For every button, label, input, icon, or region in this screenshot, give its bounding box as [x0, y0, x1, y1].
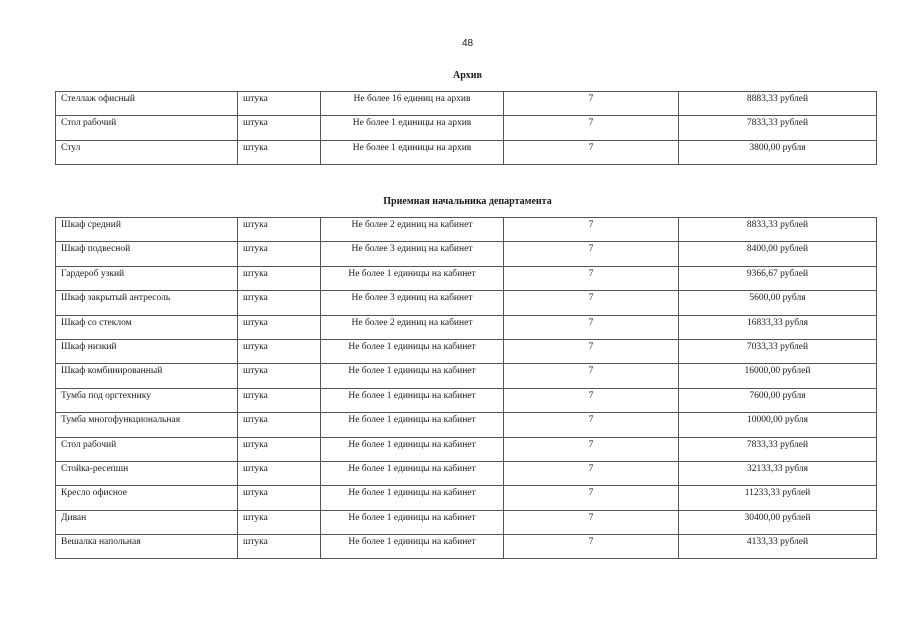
archive-table — [55, 91, 877, 165]
cell-term: 7 — [504, 315, 679, 339]
cell-quantity: Не более 1 единицы на кабинет — [321, 461, 504, 485]
table-row — [56, 339, 877, 363]
cell-price: 16833,33 рубля — [679, 315, 877, 339]
cell-name: Шкаф подвесной — [56, 242, 238, 266]
cell-name: Кресло офисное — [56, 486, 238, 510]
cell-unit: штука — [238, 339, 321, 363]
cell-unit: штука — [238, 535, 321, 559]
cell-name: Шкаф со стеклом — [56, 315, 238, 339]
cell-unit: штука — [238, 291, 321, 315]
cell-price: 7833,33 рублей — [679, 116, 877, 140]
cell-quantity: Не более 1 единицы на кабинет — [321, 413, 504, 437]
cell-quantity: Не более 1 единицы на кабинет — [321, 388, 504, 412]
cell-unit: штука — [238, 140, 321, 164]
cell-quantity: Не более 2 единиц на кабинет — [321, 315, 504, 339]
table-row — [56, 266, 877, 290]
cell-term: 7 — [504, 510, 679, 534]
cell-price: 7033,33 рублей — [679, 339, 877, 363]
table-row — [56, 140, 877, 164]
cell-price: 8883,33 рублей — [679, 92, 877, 116]
cell-price: 4133,33 рублей — [679, 535, 877, 559]
cell-name: Стол рабочий — [56, 116, 238, 140]
cell-unit: штука — [238, 242, 321, 266]
cell-unit: штука — [238, 388, 321, 412]
cell-term: 7 — [504, 535, 679, 559]
cell-name: Диван — [56, 510, 238, 534]
table-row — [56, 116, 877, 140]
cell-term: 7 — [504, 339, 679, 363]
cell-quantity: Не более 1 единицы на кабинет — [321, 437, 504, 461]
cell-term: 7 — [504, 242, 679, 266]
cell-name: Вешалка напольная — [56, 535, 238, 559]
cell-name: Тумба под оргтехнику — [56, 388, 238, 412]
cell-price: 32133,33 рубля — [679, 461, 877, 485]
cell-quantity: Не более 1 единицы на кабинет — [321, 510, 504, 534]
cell-term: 7 — [504, 364, 679, 388]
cell-name: Шкаф низкий — [56, 339, 238, 363]
cell-price: 30400,00 рублей — [679, 510, 877, 534]
cell-term: 7 — [504, 437, 679, 461]
cell-name: Шкаф комбинированный — [56, 364, 238, 388]
cell-term: 7 — [504, 92, 679, 116]
cell-name: Шкаф средний — [56, 218, 238, 242]
cell-unit: штука — [238, 116, 321, 140]
cell-term: 7 — [504, 291, 679, 315]
cell-term: 7 — [504, 218, 679, 242]
cell-price: 10000,00 рубля — [679, 413, 877, 437]
cell-price: 11233,33 рублей — [679, 486, 877, 510]
cell-price: 5600,00 рубля — [679, 291, 877, 315]
cell-unit: штука — [238, 510, 321, 534]
cell-quantity: Не более 1 единицы на архив — [321, 140, 504, 164]
cell-unit: штука — [238, 315, 321, 339]
cell-unit: штука — [238, 437, 321, 461]
cell-quantity: Не более 1 единицы на архив — [321, 116, 504, 140]
cell-unit: штука — [238, 266, 321, 290]
archive-table-body — [56, 92, 877, 165]
cell-price: 8400,00 рублей — [679, 242, 877, 266]
page-number: 48 — [461, 38, 474, 49]
cell-price: 3800,00 рубля — [679, 140, 877, 164]
cell-name: Стул — [56, 140, 238, 164]
cell-name: Гардероб узкий — [56, 266, 238, 290]
cell-term: 7 — [504, 116, 679, 140]
cell-term: 7 — [504, 486, 679, 510]
table-row — [56, 535, 877, 559]
cell-quantity: Не более 2 единиц на кабинет — [321, 218, 504, 242]
cell-quantity: Не более 1 единицы на кабинет — [321, 339, 504, 363]
cell-name: Стеллаж офисный — [56, 92, 238, 116]
cell-quantity: Не более 1 единицы на кабинет — [321, 535, 504, 559]
table-row — [56, 92, 877, 116]
cell-term: 7 — [504, 413, 679, 437]
cell-quantity: Не более 3 единиц на кабинет — [321, 242, 504, 266]
cell-name: Стойка-ресепшн — [56, 461, 238, 485]
cell-quantity: Не более 1 единицы на кабинет — [321, 486, 504, 510]
reception-table — [55, 217, 877, 559]
cell-unit: штука — [238, 364, 321, 388]
cell-term: 7 — [504, 388, 679, 412]
table-row — [56, 486, 877, 510]
cell-unit: штука — [238, 461, 321, 485]
section-title-archive: Архив — [453, 70, 482, 81]
table-row — [56, 315, 877, 339]
cell-price: 8833,33 рублей — [679, 218, 877, 242]
cell-quantity: Не более 1 единицы на кабинет — [321, 266, 504, 290]
cell-quantity: Не более 3 единиц на кабинет — [321, 291, 504, 315]
cell-quantity: Не более 16 единиц на архив — [321, 92, 504, 116]
table-row — [56, 291, 877, 315]
table-row — [56, 218, 877, 242]
table-row — [56, 437, 877, 461]
cell-unit: штука — [238, 486, 321, 510]
table-row — [56, 242, 877, 266]
table-row — [56, 413, 877, 437]
cell-term: 7 — [504, 266, 679, 290]
cell-quantity: Не более 1 единицы на кабинет — [321, 364, 504, 388]
cell-name: Тумба многофункциональная — [56, 413, 238, 437]
table-row — [56, 364, 877, 388]
cell-term: 7 — [504, 461, 679, 485]
cell-price: 7833,33 рублей — [679, 437, 877, 461]
cell-unit: штука — [238, 92, 321, 116]
cell-price: 16000,00 рублей — [679, 364, 877, 388]
table-row — [56, 510, 877, 534]
section-title-reception: Приемная начальника департамента — [383, 196, 552, 207]
cell-price: 9366,67 рублей — [679, 266, 877, 290]
table-row — [56, 388, 877, 412]
cell-price: 7600,00 рубля — [679, 388, 877, 412]
cell-term: 7 — [504, 140, 679, 164]
reception-table-body — [56, 218, 877, 559]
table-row — [56, 461, 877, 485]
cell-name: Шкаф закрытый антресоль — [56, 291, 238, 315]
cell-name: Стол рабочий — [56, 437, 238, 461]
cell-unit: штука — [238, 218, 321, 242]
cell-unit: штука — [238, 413, 321, 437]
